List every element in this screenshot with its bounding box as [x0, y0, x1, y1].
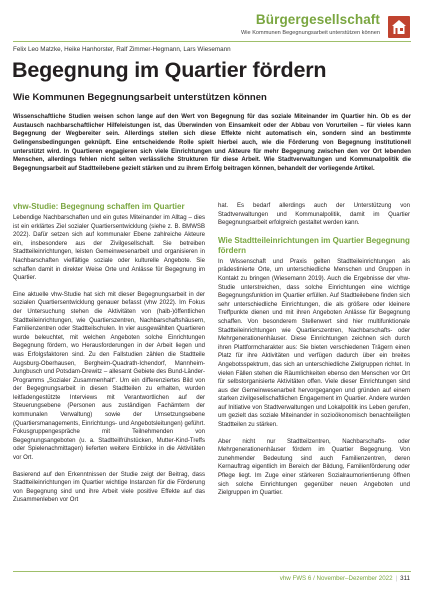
page-header — [0, 8, 424, 36]
page-number: 311 — [400, 575, 410, 582]
rubric-title: Bürgergesellschaft — [255, 12, 380, 27]
body-paragraph: In Wissenschaft und Praxis gelten Stadtteileinrichtungen als prädestinierte Orte, um unterschiedliche Menschen und Gruppen in Kontakt zu bringen (Wiesemann 2019). Auch die Ergebnisse der vhw-Studie unterstreichen, dass solche Einrichtungen eine wichtige Begegnungsfunktion im Quartier erfüllen. Auf Stadtteilebene finden sich sehr unterschiedliche Einrichtungen, die als größere oder kleinere Treffpunkte dienen und mit ihren Angeboten Anlässe für Begegnung schaffen. Von besonderem Stellenwert sind hier multifunktionale Stadtteileinrichtungen wie Quartierszentren, Nachbarschafts- oder Mehrgenerationenhäuser. Diese Einrichtungen zeichnen sich durch ihren Plattformcharakter aus: Sie bieten verschiedenen Trägern einen Platz für ihre Aktivitäten und verfügen dadurch über ein breites Angebotsspektrum, das sich an unterschiedliche Zielgruppen richtet. In vielen Fällen stehen die Räumlichkeiten ebenso den Menschen vor Ort für selbstorganisierte Aktivitäten offen. Viele dieser Einrichtungen sind aus der Gemeinwesenarbeit hervorgegangen und gründen auf einem starken zivilgesellschaftlichen Engagement im Quartier. Andere wurden auf Initiative von Stadtverwaltungen und Lokalpolitik ins Leben gerufen, um gezielt das soziale Miteinander in sozioökonomisch benachteiligten Stadtteilen zu stärken. — [218, 258, 410, 429]
body-paragraph: Basierend auf den Erkenntnissen der Studie zeigt der Beitrag, dass Stadtteileinrichtungen im Quartier wichtige Instanzen für die Förderung von Begegnung sind und ihre Arbeit viele positive Effekte auf das Zusammenleben vor Ort — [13, 471, 205, 504]
rubric-subtitle: Wie Kommunen Begegnungsarbeit unterstützen können — [241, 30, 380, 36]
body-paragraph: Eine aktuelle vhw-Studie hat sich mit dieser Begegnungsarbeit in der sozialen Quartiersentwicklung genauer befasst (vhw 2022). Im Fokus der Untersuchung stehen die Aktivitäten von (halb-)öffentlichen Stadtteileinrichtungen, wie Quartierszentren, Nachbarschaftshäusern, Familienzentren oder Stadtteilschulen. In vier ausgewählten Quartieren wurde beleuchtet, mit welchen Angeboten solche Einrichtungen Begegnung fördern, wo Herausforderungen in der Arbeit liegen und was Erfolgsfaktoren sind. Zu den Fallstudien zählen die Stadtteile Augsburg-Oberhausen, Bergheim-Quadrath-Ichendorf, Mannheim-Jungbusch und Potsdam-Drewitz – allesamt Gebiete des Bund-Länder-Programms „Sozialer Zusammenhalt". Um ein differenziertes Bild von der Begegnungsarbeit in diesen Stadtteilen zu erhalten, wurden leitfadengestützte Interviews mit Verantwortlichen auf der Steuerungsebene (Personen aus zuständigen Fachämtern der kommunalen Verwaltung) sowie der Umsetzungsebene (Quartiersmanagements, Einrichtungs- und Angebotsleitungen) geführt. Fokusgruppengespräche mit Teilnehmenden von Begegnungsangeboten (u. a. Stadtteilfrühstücken, Mutter-Kind-Treffs oder Spielenachmittagen) lieferten weitere Einblicke in die Aktivitäten vor Ort. — [13, 291, 205, 462]
header-divider — [13, 41, 411, 42]
body-paragraph: Lebendige Nachbarschaften und ein gutes Miteinander im Alltag – dies ist ein erklärtes Ziel sozialer Quartiersentwicklung (siehe z. B. BMWSB 2022). Dafür setzen sich auf kommunaler Ebene zahlreiche Akteure ein, insbesondere aus der Zivilgesellschaft. Sie betreiben Stadtteileinrichtungen, leisten Gemeinwesenarbeit und organisieren in Nachbarschaften vielfältige soziale oder kulturelle Angebote. Sie schaffen damit in direkter Weise Orte und Anlässe für Begegnung im Quartier. — [13, 215, 205, 282]
house-rubric-icon — [388, 16, 410, 38]
body-paragraph: Aber nicht nur Stadtteilzentren, Nachbarschafts- oder Mehrgenerationenhäuser fördern im Quartier Begegnung. Von zunehmender Bedeutung sind auch Familienzentren, deren Kernauftrag eigentlich im Bereich der Bildung, Familienförderung oder Pflege liegt. Im Zuge einer stärkeren Sozialraumorientierung öffnen sich solche Einrichtungen gegenüber neuen Angeboten und Zielgruppen im Quartier. — [218, 438, 410, 497]
right-column — [218, 202, 410, 498]
article-lead: Wissenschaftliche Studien weisen schon lange auf den Wert von Begegnung für das soziale Miteinander im Quartier hin. Ob es der Austausch nachbarschaftlicher Hilfeleistungen ist, das Überwinden von Einsamkeit oder der Abbau von Vorurteilen – für vieles kann Begegnung der Wegbereiter sein. Allerdings stellen sich diese Effekte nicht automatisch ein, sondern sind an bestimmte Gelingensbedingungen geknüpft. Eine entscheidende Rolle spielt hierbei auch, wie die Förderung von Begegnung institutionell unterstützt wird. In Quartieren engagieren sich viele Einrichtungen und Akteure für mehr Begegnung zwischen den vor Ort lebenden Menschen, allerdings fehlen nicht selten verlässliche Strukturen für diese Arbeit. Wie Stadtverwaltungen und Kommunalpolitik die Begegnungsarbeit auf Stadtteilebene gezielt stärken und zu ihrem Erfolg beitragen können, behandelt der vorliegende Artikel. — [13, 114, 411, 172]
section-heading-vhw-study: vhw-Studie: Begegnung schaffen im Quartier — [13, 202, 185, 211]
article-title: Begegnung im Quartier fördern — [12, 58, 327, 82]
page-footer: vhw FWS 6 / November–Dezember 2022 | 311 — [279, 575, 410, 582]
footer-divider — [13, 571, 411, 572]
section-heading-stadtteileinrichtungen: Wie Stadtteileinrichtungen im Quartier Begegnung fördern — [218, 235, 410, 255]
article-authors: Felix Leo Matzke, Heike Hanhorster, Ralf Zimmer-Hegmann, Lars Wiesemann — [13, 46, 231, 53]
body-paragraph: hat. Es bedarf allerdings auch der Unterstützung von Stadtverwaltungen und Kommunalpolitik, damit im Quartier Begegnungsarbeit erfolgreich gestaltet werden kann. — [218, 203, 410, 227]
left-column — [13, 202, 205, 505]
article-subtitle: Wie Kommunen Begegnungsarbeit unterstützen können — [13, 92, 267, 103]
issue-label: vhw FWS 6 / November–Dezember 2022 — [279, 575, 393, 582]
